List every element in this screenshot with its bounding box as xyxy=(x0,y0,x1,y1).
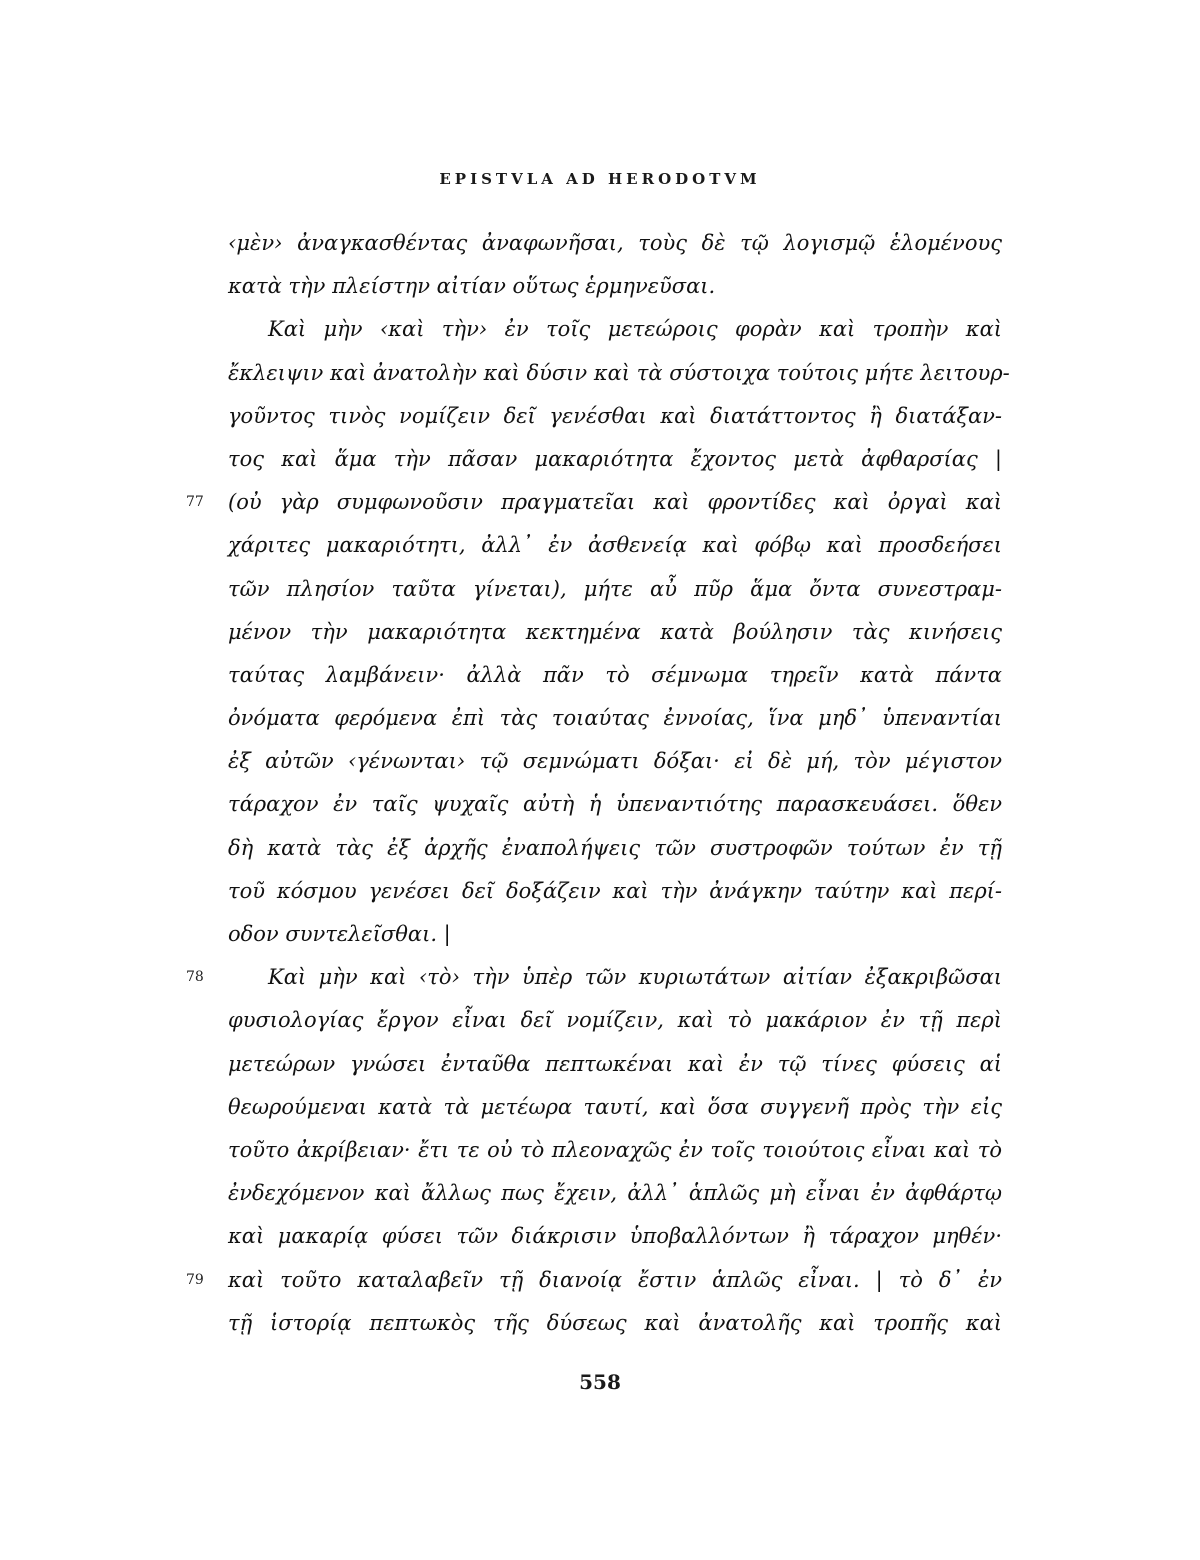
text-line: κατὰ τὴν πλείστην αἰτίαν οὕτως ἑρμηνεῦσαι. xyxy=(228,274,716,299)
margin-section-number: 79 xyxy=(186,1271,204,1288)
text-line: ‹μὲν› ἀναγκασθέντας ἀναφωνῆσαι, τοὺς δὲ τῷ λογισμῷ ἑλομένους xyxy=(228,231,1002,255)
text-line-content: (οὐ γὰρ συμφωνοῦσιν πραγματεῖαι καὶ φροντίδες καὶ ὀργαὶ καὶ xyxy=(228,490,1002,515)
text-line: ἔκλειψιν καὶ ἀνατολὴν καὶ δύσιν καὶ τὰ σύστοιχα τούτοις μήτε λειτουρ- xyxy=(228,360,1010,385)
text-line: ταύτας λαμβάνειν· ἀλλὰ πᾶν τὸ σέμνωμα τηρεῖν κατὰ πάντα xyxy=(228,662,1002,687)
margin-section-number: 78 xyxy=(186,969,204,986)
text-line: οδον συντελεῖσθαι. | xyxy=(228,922,451,946)
text-line: ἐξ αὐτῶν ‹γένωνται› τῷ σεμνώματι δόξαι· εἰ δὲ μή, τὸν μέγιστον xyxy=(228,749,1002,774)
text-line: δὴ κατὰ τὰς ἐξ ἀρχῆς ἐναπολήψεις τῶν συστροφῶν τούτων ἐν τῇ xyxy=(228,835,1002,860)
text-line: θεωρούμεναι κατὰ τὰ μετέωρα ταυτί, καὶ ὅσα συγγενῆ πρὸς τὴν εἰς xyxy=(228,1094,1002,1119)
text-line: τῇ ἱστορίᾳ πεπτωκὸς τῆς δύσεως καὶ ἀνατολῆς καὶ τροπῆς καὶ xyxy=(228,1310,1002,1335)
paragraph-start-line xyxy=(186,956,1002,999)
text-line-content: Καὶ μὴν καὶ ‹τὸ› τὴν ὑπὲρ τῶν κυριωτάτων αἰτίαν ἐξακριβῶσαι xyxy=(268,965,1002,990)
text-line: χάριτες μακαριότητι, ἀλλ᾽ ἐν ἀσθενείᾳ καὶ φόβῳ καὶ προσδεήσει xyxy=(228,533,1002,558)
body-text xyxy=(186,222,1010,1345)
margin-section-number: 77 xyxy=(186,494,204,511)
text-line: τοῦτο ἀκρίβειαν· ἔτι τε οὐ τὸ πλεοναχῶς ἐν τοῖς τοιούτοις εἶναι καὶ τὸ xyxy=(228,1137,1002,1162)
page-number: 558 xyxy=(579,1370,621,1394)
text-line: τοῦ κόσμου γενέσει δεῖ δοξάζειν καὶ τὴν ἀνάγκην ταύτην καὶ περί- xyxy=(228,878,1002,903)
text-line: φυσιολογίας ἔργον εἶναι δεῖ νομίζειν, καὶ τὸ μακάριον ἐν τῇ περὶ xyxy=(228,1008,1002,1033)
text-line: ὀνόματα φερόμενα ἐπὶ τὰς τοιαύτας ἐννοίας, ἵνα μηδ᾽ ὑπεναντίαι xyxy=(228,706,1002,731)
text-line: τάραχον ἐν ταῖς ψυχαῖς αὐτὴ ἡ ὑπεναντιότης παρασκευάσει. ὅθεν xyxy=(228,792,1002,817)
text-line xyxy=(186,481,1002,524)
text-line: ἐνδεχόμενον καὶ ἄλλως πως ἔχειν, ἀλλ᾽ ἁπλῶς μὴ εἶναι ἐν ἀφθάρτῳ xyxy=(228,1181,1002,1206)
text-line: μετεώρων γνώσει ἐνταῦθα πεπτωκέναι καὶ ἐν τῷ τίνες φύσεις αἱ xyxy=(228,1051,1002,1076)
running-head: EPISTVLA AD HERODOTVM xyxy=(439,170,761,188)
text-line: καὶ μακαρίᾳ φύσει τῶν διάκρισιν ὑποβαλλόντων ἢ τάραχον μηθέν· xyxy=(228,1224,1002,1249)
text-line xyxy=(186,1259,1002,1302)
text-line: μένον τὴν μακαριότητα κεκτημένα κατὰ βούλησιν τὰς κινήσεις xyxy=(228,619,1002,644)
text-line: τος καὶ ἅμα τὴν πᾶσαν μακαριότητα ἔχοντος μετὰ ἀφθαρσίας | xyxy=(228,446,1002,471)
text-line: τῶν πλησίον ταῦτα γίνεται), μήτε αὖ πῦρ ἅμα ὄντα συνεστραμ- xyxy=(228,576,1002,601)
paragraph-start-line: Καὶ μὴν ‹καὶ τὴν› ἐν τοῖς μετεώροις φορὰν καὶ τροπὴν καὶ xyxy=(268,317,1002,342)
text-line-content: καὶ τοῦτο καταλαβεῖν τῇ διανοίᾳ ἔστιν ἁπλῶς εἶναι. | τὸ δ᾽ ἐν xyxy=(228,1267,1002,1292)
text-line: γοῦντος τινὸς νομίζειν δεῖ γενέσθαι καὶ διατάττοντος ἢ διατάξαν- xyxy=(228,403,1002,428)
